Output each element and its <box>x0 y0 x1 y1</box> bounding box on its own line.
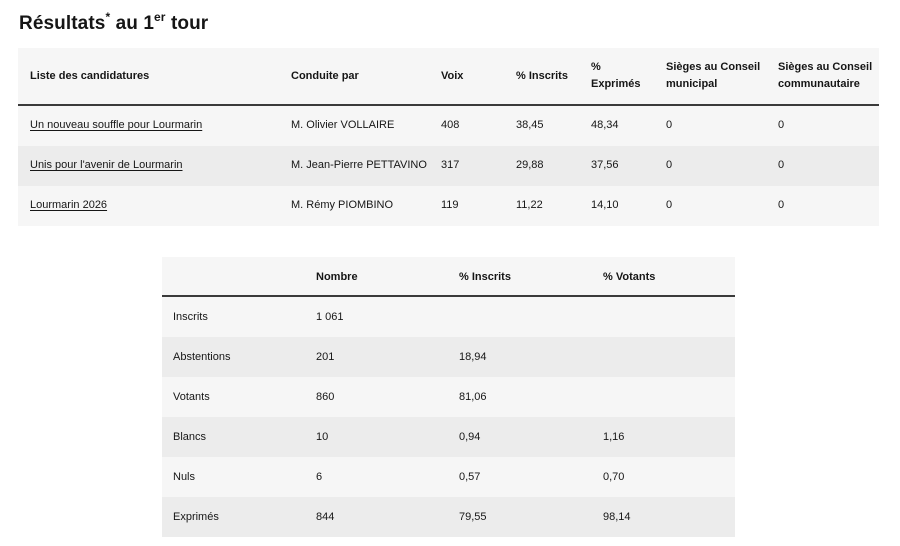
page-title: Résultats* au 1er tour <box>19 10 209 34</box>
header-pct-inscrits: % Inscrits <box>459 271 511 283</box>
cell-pct-votants: 98,14 <box>603 511 631 523</box>
cell-nombre: 860 <box>316 391 335 403</box>
cell-conduite: M. Olivier VOLLAIRE <box>291 119 395 131</box>
cell-voix: 119 <box>441 199 459 211</box>
header-pct-inscrits: % Inscrits <box>516 70 568 82</box>
candidate-list-link[interactable]: Un nouveau souffle pour Lourmarin <box>30 119 203 131</box>
candidate-list-link[interactable]: Lourmarin 2026 <box>30 199 108 211</box>
cell-pct-inscrits: 0,57 <box>459 471 481 483</box>
table-row <box>162 497 735 537</box>
cell-conduite: M. Jean-Pierre PETTAVINO <box>291 159 427 171</box>
candidates-table <box>18 48 879 226</box>
cell-nombre: 6 <box>316 471 323 483</box>
cell-pct-exprimes: 48,34 <box>591 119 619 131</box>
row-label: Nuls <box>173 471 196 483</box>
cell-sieges-communautaire: 0 <box>778 199 785 211</box>
cell-pct-exprimes: 14,10 <box>591 199 619 211</box>
header-sieges-communautaire: Sièges au Conseil communautaire <box>778 61 873 90</box>
cell-nombre: 1 061 <box>316 311 344 323</box>
row-label: Votants <box>173 391 210 403</box>
cell-nombre: 10 <box>316 431 329 443</box>
cell-pct-inscrits: 79,55 <box>459 511 487 523</box>
cell-pct-inscrits: 11,22 <box>516 199 543 211</box>
cell-pct-exprimes: 37,56 <box>591 159 619 171</box>
row-label: Abstentions <box>173 351 231 363</box>
cell-voix: 317 <box>441 159 460 171</box>
table-row <box>162 297 735 337</box>
table-row <box>18 146 879 186</box>
table-row <box>162 417 735 457</box>
header-pct-votants: % Votants <box>603 271 656 283</box>
row-label: Inscrits <box>173 311 208 323</box>
table-row <box>162 377 735 417</box>
header-nombre: Nombre <box>316 271 358 283</box>
cell-pct-votants: 1,16 <box>603 431 625 443</box>
cell-pct-votants: 0,70 <box>603 471 625 483</box>
candidate-list-link[interactable]: Unis pour l'avenir de Lourmarin <box>30 159 183 171</box>
cell-pct-inscrits: 81,06 <box>459 391 487 403</box>
row-label: Exprimés <box>173 511 219 523</box>
cell-nombre: 201 <box>316 351 335 363</box>
cell-sieges-municipal: 0 <box>666 199 673 211</box>
row-label: Blancs <box>173 431 207 443</box>
table-row <box>18 186 879 226</box>
header-sieges-municipal: Sièges au Conseil municipal <box>666 61 761 90</box>
cell-nombre: 844 <box>316 511 335 523</box>
cell-conduite: M. Rémy PIOMBINO <box>291 199 394 211</box>
header-voix: Voix <box>441 70 464 82</box>
participation-table <box>162 257 735 537</box>
cell-sieges-municipal: 0 <box>666 159 673 171</box>
header-liste: Liste des candidatures <box>30 70 150 82</box>
table-row <box>18 106 879 146</box>
header-pct-exprimes: % Exprimés <box>591 61 641 90</box>
candidates-table-header <box>18 48 879 106</box>
cell-pct-inscrits: 29,88 <box>516 159 544 171</box>
cell-sieges-communautaire: 0 <box>778 119 785 131</box>
cell-pct-inscrits: 18,94 <box>459 351 487 363</box>
table-row <box>162 457 735 497</box>
cell-sieges-municipal: 0 <box>666 119 673 131</box>
cell-pct-inscrits: 38,45 <box>516 119 544 131</box>
cell-voix: 408 <box>441 119 460 131</box>
cell-sieges-communautaire: 0 <box>778 159 785 171</box>
participation-table-header <box>162 257 735 297</box>
table-row <box>162 337 735 377</box>
header-conduite: Conduite par <box>291 70 359 82</box>
cell-pct-inscrits: 0,94 <box>459 431 481 443</box>
